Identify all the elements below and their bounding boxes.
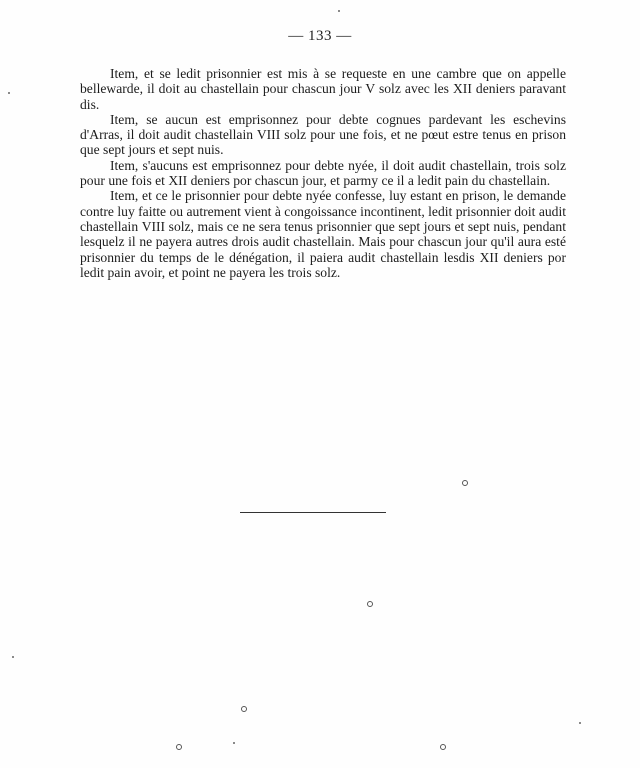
roman-numeral-viii: VIII xyxy=(141,218,166,234)
scan-speck xyxy=(176,744,182,750)
scan-speck xyxy=(462,480,468,486)
paragraph-bellewarde: Item, et se ledit prisonnier est mis à se requeste en une cambre que on appelle bellewarde, il doit au chastellain pour chascun jour V solz avec les XII deniers paravant dis. xyxy=(80,66,566,112)
end-rule xyxy=(240,512,386,513)
paragraph-debte-nyee: Item, s'aucuns est emprisonnez pour debte nyée, il doit audit chastellain, trois solz pour une fois et XII deniers por chascun jour, et parmy ce il a ledit pain du chastellain. xyxy=(80,157,566,189)
scan-speck xyxy=(579,722,581,724)
body-text xyxy=(80,66,566,280)
scan-speck xyxy=(440,744,446,750)
page-number: — 133 — xyxy=(288,28,352,44)
scan-speck xyxy=(8,92,10,94)
paragraph-segment: Item, et ce le prisonnier pour debte nyée confesse, luy estant en prison, le demande contre luy faitte ou autrement vient à congoissance incontinent, ledit prisonnier doit audit chastellain xyxy=(80,188,566,234)
scan-speck xyxy=(233,742,235,744)
scan-speck xyxy=(338,10,340,12)
scan-speck xyxy=(241,706,247,712)
scan-speck xyxy=(367,601,373,607)
paragraph-prisonnier-confesse xyxy=(80,188,566,280)
paragraph-segment: solz, mais ce ne sera tenus prisonnier que sept jours et sept nuis, pendant lesquelz il ne payera autres drois audit chastellain. Mais pour chascun jour qu'il aura esté prisonnier du temps de le dénégation, il paiera audit chastellain lesdis xyxy=(80,218,566,265)
scan-speck xyxy=(12,656,14,658)
paragraph-debte-cognues: Item, se aucun est emprisonnez pour debte cognues pardevant les eschevins d'Arras, il doit audit chastellain VIII solz pour une fois, et ne pœut estre tenus en prison que sept jours et sept nuis. xyxy=(80,111,566,158)
roman-numeral-xii: XII xyxy=(479,249,499,265)
paragraph-segment: deniers por ledit pain avoir, et point ne payera les trois solz. xyxy=(80,249,566,280)
